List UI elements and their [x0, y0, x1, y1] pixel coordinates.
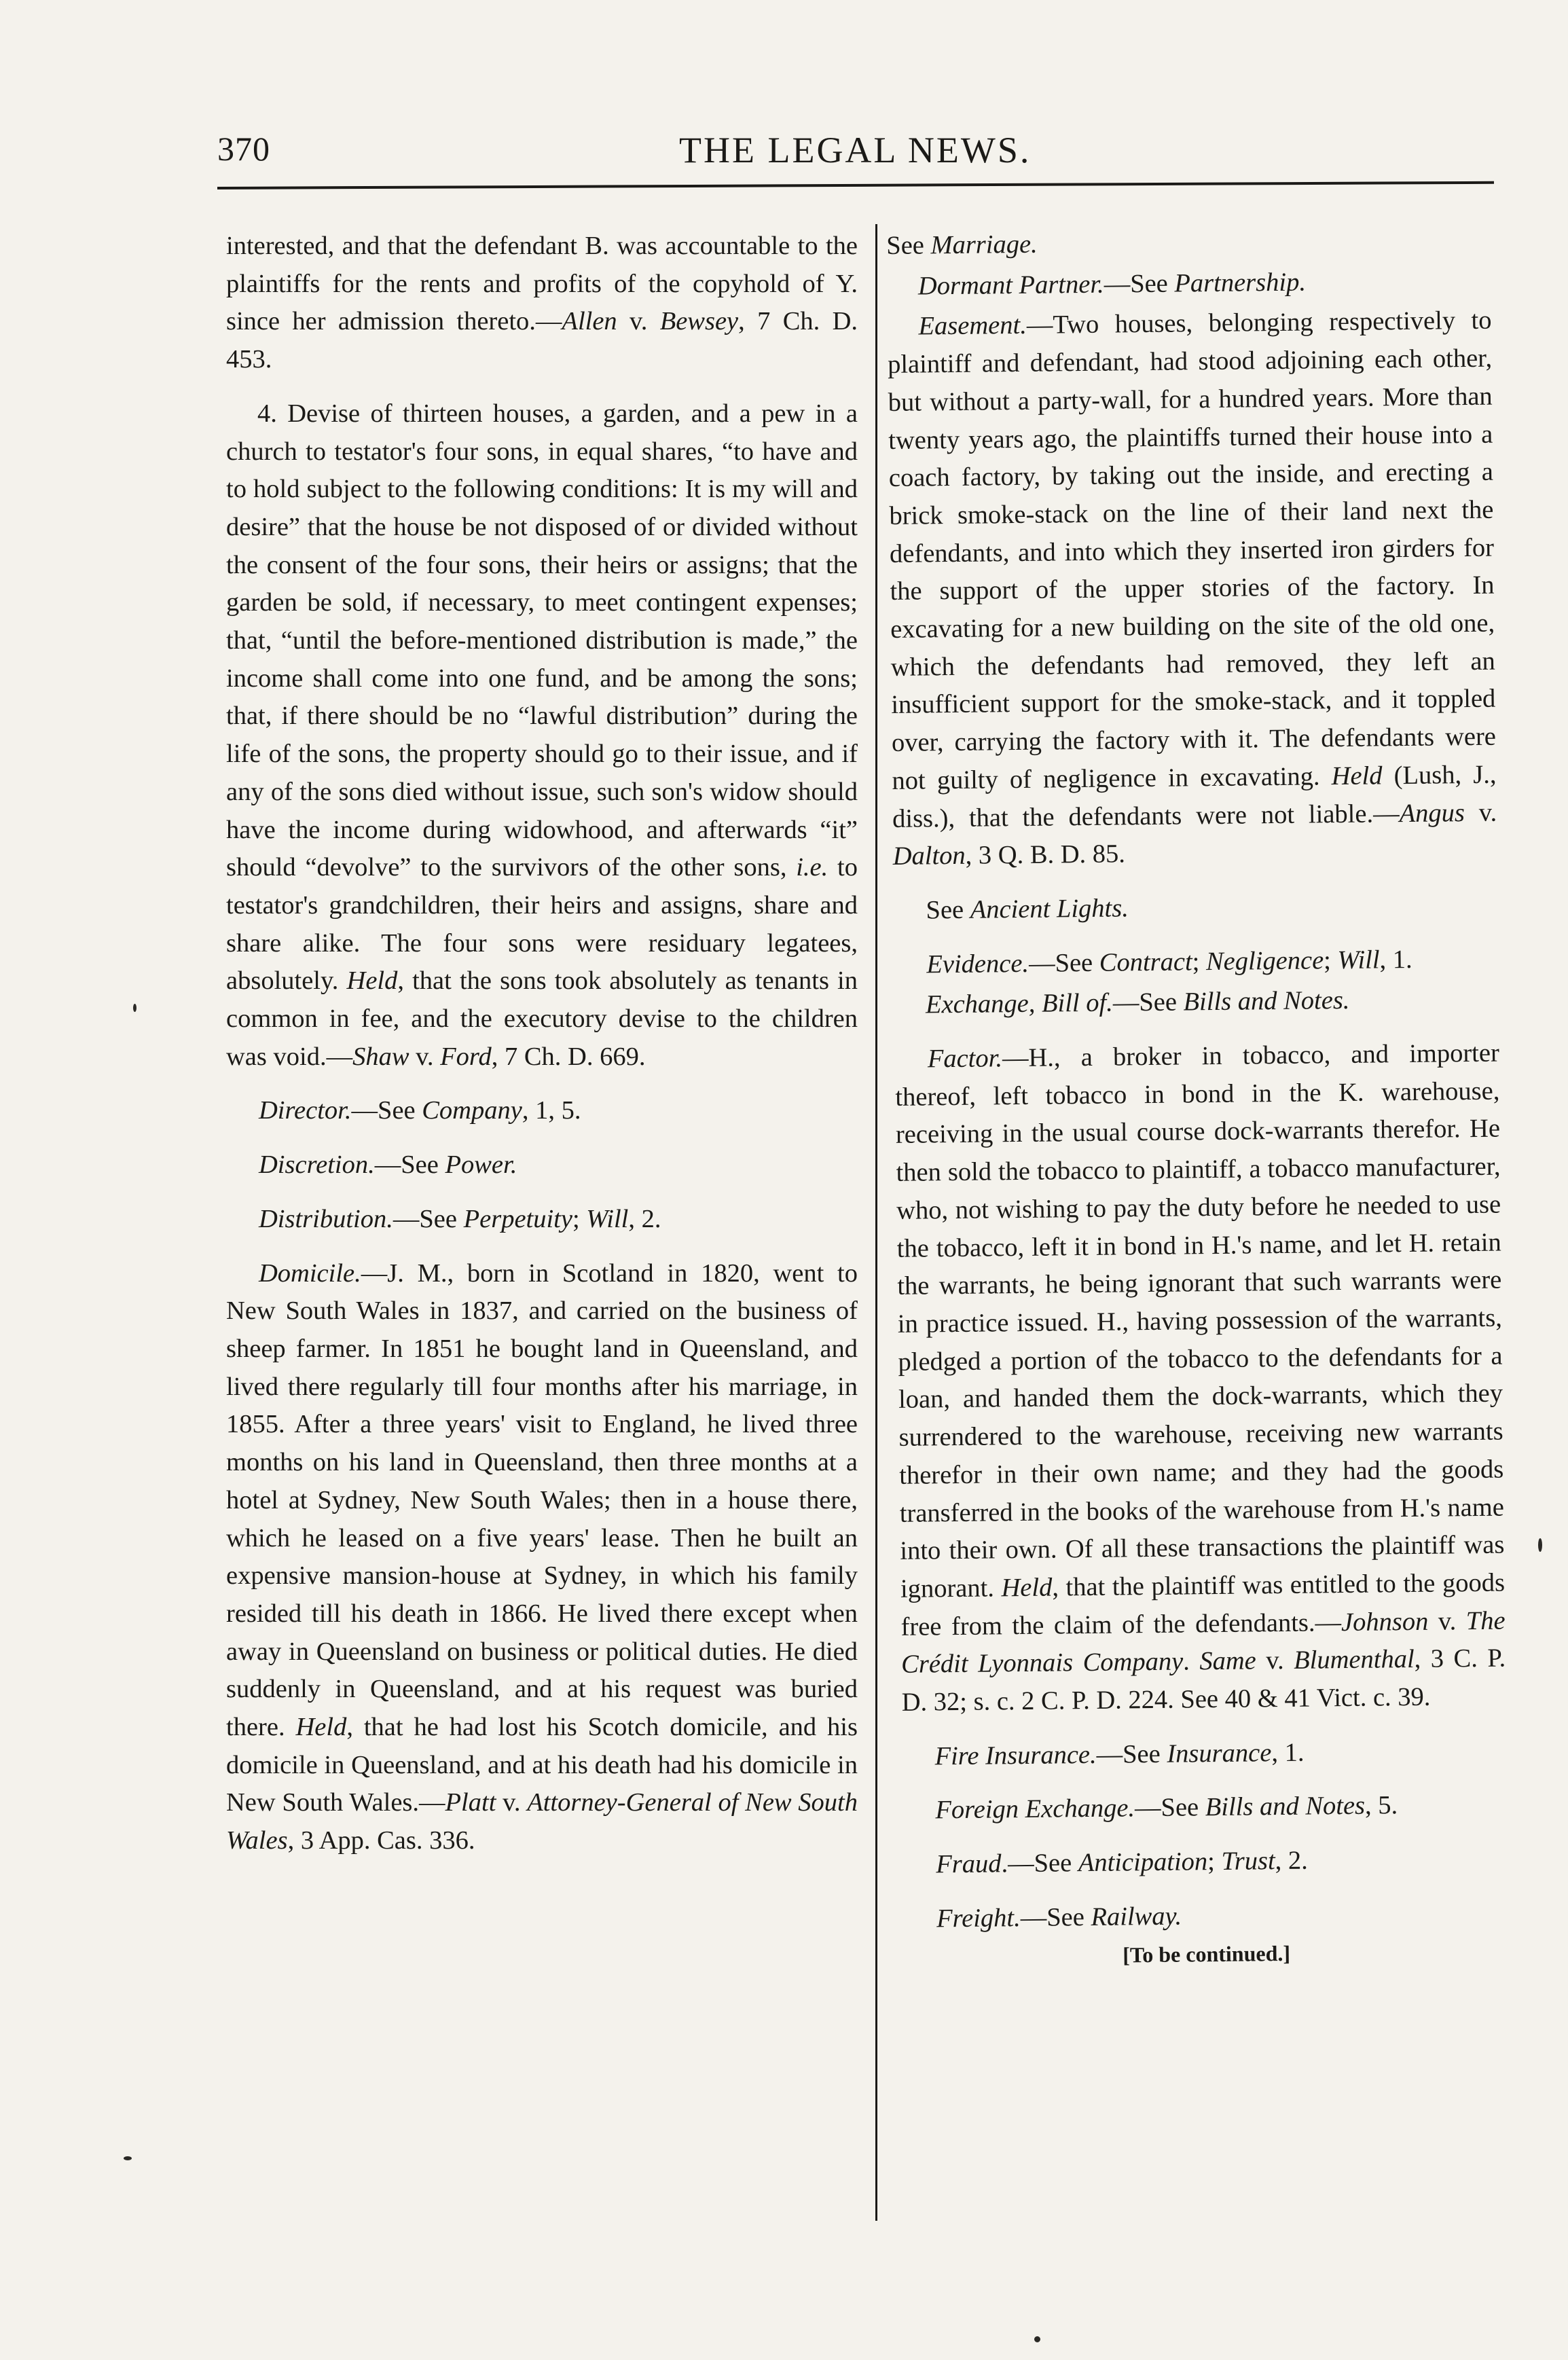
index-entry: Director.—See Company, 1, 5.	[259, 1096, 581, 1125]
index-entry: Evidence.—See Contract; Negligence; Will, 1.	[926, 945, 1412, 979]
right-column	[886, 221, 1509, 1976]
index-entry: Fraud.—See Anticipation; Trust, 2.	[936, 1846, 1309, 1879]
index-entry: Domicile.—J. M., born in Scotland in 1820, went to New South Wales in 1837, and carried on the business of sheep farmer. In 1851 he bought land in Queensland, and lived there regularly till four months after his marriage, in 1855. After a three years' visit to England, he lived three months on his land in Queensland, then three months at a hotel at Sydney, New South Wales; then in a house there, which he leased on a five years' lease. Then he built an expensive mansion-house at Sydney, in which his family resided till his death in 1866. He lived there except when away in Queensland on business or political duties. He died suddenly in Queensland, and at his request was buried there. Held, that he had lost his Scotch domicile, and his domicile in Queensland, and at his death had his domicile in New South Wales.—Platt v. Attorney-General of New South Wales, 3 App. Cas. 336.	[226, 1258, 858, 1855]
index-entry: Factor.—H., a broker in tobacco, and importer thereof, left tobacco in bond in the K. warehouse, receiving in the usual course dock-warrants therefor. He then sold the tobacco to plaintiff, a tobacco manufacturer, who, not wishing to pay the duty before he needed to use the tobacco, left it in bond in H.'s name, and let H. retain the warrants, he being ignorant that such warrants were in practice issued. H., having possession of the warrants, pledged a portion of the tobacco to the defendants for a loan, and handed them the dock-warrants, which they surrendered to the warehouse, receiving new warrants therefor in their own name; and they had the goods transferred in the books of the warehouse from H.'s name into their own. Of all these transactions the plaintiff was ignorant. Held, that the plaintiff was entitled to the goods free from the claim of the defendants.—Johnson v. The Crédit Lyonnais Company. Same v. Blumenthal, 3 C. P. D. 32; s. c. 2 C. P. D. 224. See 40 & 41 Vict. c. 39.	[895, 1038, 1506, 1717]
index-entry: Exchange, Bill of.—See Bills and Notes.	[925, 986, 1350, 1019]
scan-speck	[1034, 2336, 1040, 2342]
page-header	[217, 129, 1494, 183]
scan-speck	[1538, 1538, 1542, 1552]
index-entry: Fire Insurance.—See Insurance, 1.	[934, 1738, 1305, 1771]
scan-speck	[124, 2156, 132, 2160]
page-number: 370	[217, 130, 270, 168]
index-entry: Discretion.—See Power.	[259, 1150, 517, 1180]
left-column	[226, 228, 858, 1860]
index-entry: Freight.—See Railway.	[936, 1902, 1182, 1934]
running-head: THE LEGAL NEWS.	[679, 130, 1032, 170]
index-entry: Foreign Exchange.—See Bills and Notes, 5.	[935, 1791, 1398, 1825]
paragraph: 4. Devise of thirteen houses, a garden, and a pew in a church to testator's four sons, in equal shares, “to have and to hold subject to the following conditions: It is my will and desire” that the house be not disposed of or divided without the consent of the four sons, their heirs or assigns; that the garden be sold, if necessary, to meet contingent expenses; that, “until the before-mentioned distribution is made,” the income shall come into one fund, and be among the sons; that, if there should be no “lawful distribution” during the life of the sons, the property should go to their issue, and if any of the sons died without issue, such son's widow should have the income during widowhood, and afterwards “it” should “devolve” to the survivors of the other sons, i.e. to testator's grandchildren, their heirs and assigns, share and share alike. The four sons were residuary legatees, absolutely. Held, that the sons took absolutely as tenants in common in fee, and the executory devise to the children was void.—Shaw v. Ford, 7 Ch. D. 669.	[226, 399, 858, 1071]
paragraph: interested, and that the defendant B. was accountable to the plaintiffs for the rents and profits of the copyhold of Y. since her admission thereto.—Allen v. Bewsey, 7 Ch. D. 453.	[226, 232, 858, 374]
index-entry: See Marriage.	[886, 230, 1038, 260]
index-entry: Dormant Partner.—See Partnership.	[917, 268, 1307, 301]
continued-note: [To be continued.]	[1123, 1940, 1291, 1967]
index-entry: Easement.—Two houses, belonging respectively to plaintiff and defendant, had stood adjoining each other, but without a party-wall, for a hundred years. More than twenty years ago, the plaintiffs turned their house into a coach factory, by taking out the inside, and erecting a brick smoke-stack on the line of their land next the defendants, and into which they inserted iron girders for the support of the upper stories of the factory. In excavating for a new building on the site of the old one, which the defendants had removed, they left an insufficient support for the smoke-stack, and it toppled over, carrying the factory with it. The defendants were not guilty of negligence in excavating. Held (Lush, J., diss.), that the defendants were not liable.—Angus v. Dalton, 3 Q. B. D. 85.	[887, 306, 1497, 871]
index-entry: Distribution.—See Perpetuity; Will, 2.	[259, 1204, 661, 1233]
scan-speck	[133, 1004, 136, 1012]
index-entry: See Ancient Lights.	[926, 894, 1129, 925]
column-divider	[875, 224, 877, 2221]
